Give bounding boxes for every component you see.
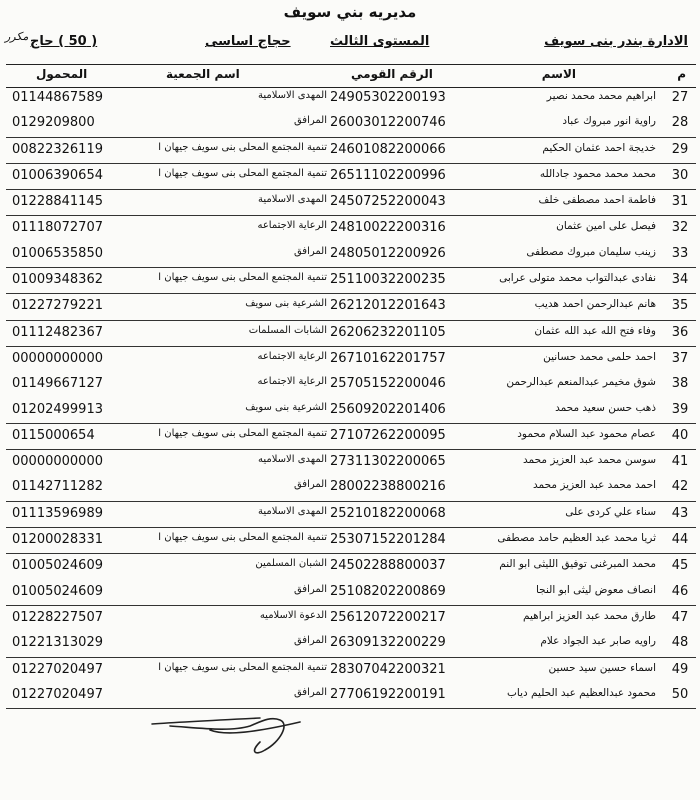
- row-association: تنمية المجتمع المحلى بنى سويف جيهان ا: [158, 661, 327, 673]
- row-num: 45: [671, 558, 689, 574]
- header-num: م: [677, 67, 686, 81]
- row-num: 48: [671, 635, 689, 651]
- row-name: راويه صابر عبد الجواد علام: [540, 635, 656, 648]
- row-national-id: 26206232201105: [330, 324, 446, 340]
- row-national-id: 25612072200217: [330, 609, 446, 625]
- row-name: زينب سليمان مبروك مصطفى: [526, 245, 656, 258]
- row-national-id: 26710162201757: [330, 350, 446, 366]
- row-name: هانم عبدالرحمن احمد هديب: [534, 298, 656, 311]
- handwritten-note: مكرر: [5, 30, 29, 43]
- row-num: 36: [671, 324, 689, 340]
- row-mobile: 01009348362: [12, 272, 103, 288]
- row-name: ابراهيم محمد محمد نصير: [546, 90, 656, 102]
- row-num: 34: [671, 272, 689, 288]
- row-mobile: 01112482367: [12, 324, 103, 340]
- row-association: المهدى الاسلامية: [257, 90, 327, 101]
- row-name: محمد المبرغنى توفيق الليثى ابو النم: [499, 558, 656, 571]
- row-name: راوية انور مبروك عباد: [562, 115, 656, 128]
- row-name: اسماء حسين سيد حسين: [548, 661, 656, 674]
- row-name: احمد محمد عبد العزيز محمد: [533, 479, 656, 492]
- row-national-id: 24502288800037: [330, 558, 446, 574]
- row-mobile: 0115000654: [12, 427, 95, 443]
- row-association: المرافق: [293, 686, 327, 698]
- row-association: المرافق: [293, 479, 327, 491]
- row-name: ذهب حسن سعيد محمد: [555, 401, 656, 414]
- row-national-id: 27311302200065: [330, 454, 446, 470]
- table-row: [6, 554, 696, 579]
- row-national-id: 26003012200746: [330, 115, 446, 131]
- row-mobile: 01227020497: [12, 686, 103, 702]
- table-row: [6, 372, 696, 397]
- row-national-id: 25210182200068: [330, 505, 446, 521]
- row-name: عصام محمود عبد السلام محمود: [517, 427, 656, 440]
- table-row: [6, 606, 696, 631]
- administration-label: الادارة بندر بنى سويف: [544, 34, 688, 49]
- row-national-id: 25609202201406: [330, 401, 446, 417]
- row-national-id: 24810022200316: [330, 220, 446, 236]
- header-mobile: المحمول: [36, 67, 88, 81]
- row-national-id: 24507252200043: [330, 194, 446, 210]
- page-title: [0, 0, 700, 26]
- row-num: 27: [671, 90, 689, 105]
- row-mobile: 01227020497: [12, 661, 103, 677]
- type-label: حجاج اساسى: [205, 34, 291, 49]
- row-association: الشابات المسلمات: [248, 324, 327, 336]
- row-name: طارق محمد عبد العزيز ابراهيم: [523, 609, 656, 622]
- row-mobile: 01118072707: [12, 220, 103, 236]
- row-mobile: 01005024609: [12, 558, 103, 574]
- row-name: وفاء فتح الله عبد الله عثمان: [534, 324, 656, 337]
- table-row: [6, 164, 696, 190]
- table-row: [6, 216, 696, 241]
- table-row: [6, 268, 696, 294]
- row-mobile: 01144867589: [12, 90, 103, 105]
- row-num: 50: [671, 686, 689, 702]
- info-bar: [0, 30, 700, 56]
- table-row: [6, 347, 696, 372]
- row-num: 42: [671, 479, 689, 495]
- row-name: محمود عبدالعظيم عبد الحليم دياب: [507, 686, 656, 699]
- row-num: 40: [671, 427, 689, 443]
- row-num: 43: [671, 505, 689, 521]
- row-mobile: 01227279221: [12, 298, 103, 314]
- row-mobile: 0129209800: [12, 115, 95, 131]
- table-row: [6, 190, 696, 216]
- row-national-id: 24601082200066: [330, 141, 446, 157]
- row-num: 29: [671, 141, 689, 157]
- row-mobile: 00000000000: [12, 350, 103, 366]
- header-name: الاسم: [541, 67, 576, 81]
- row-num: 33: [671, 245, 689, 261]
- row-association: المرافق: [293, 115, 327, 127]
- row-association: المرافق: [293, 583, 327, 595]
- table-row: [6, 398, 696, 424]
- row-mobile: 01005024609: [12, 583, 103, 599]
- table-row: [6, 475, 696, 501]
- row-association: تنمية المجتمع المحلى بنى سويف جيهان ا: [158, 532, 327, 544]
- row-association: الرعاية الاجتماعه: [257, 376, 327, 388]
- row-national-id: 25705152200046: [330, 376, 446, 392]
- row-num: 49: [671, 661, 689, 677]
- table-row: [6, 242, 696, 268]
- row-association: المرافق: [293, 245, 327, 257]
- table-row: [6, 138, 696, 164]
- row-national-id: 26309132200229: [330, 635, 446, 651]
- header-association: اسم الجمعية: [166, 67, 240, 81]
- row-national-id: 28307042200321: [330, 661, 446, 677]
- table-row: [6, 683, 696, 709]
- row-national-id: 24905302200193: [330, 90, 446, 105]
- row-association: الدعوة الاسلاميه: [259, 609, 327, 621]
- row-association: الرعاية الاجتماعه: [257, 220, 327, 232]
- row-association: المهدى الاسلامية: [257, 505, 327, 517]
- count-label: ( 50 ) حاج: [30, 34, 98, 49]
- row-mobile: 01149667127: [12, 376, 103, 392]
- row-num: 31: [671, 194, 689, 210]
- row-mobile: 01228227507: [12, 609, 103, 625]
- row-mobile: 01228841145: [12, 194, 103, 210]
- row-mobile: 00000000000: [12, 454, 103, 470]
- row-national-id: 25110032200235: [330, 272, 446, 288]
- row-mobile: 01221313029: [12, 635, 103, 651]
- row-num: 39: [671, 401, 689, 417]
- row-national-id: 27706192200191: [330, 686, 446, 702]
- row-num: 30: [671, 167, 689, 183]
- row-name: خديجة احمد عثمان الحكيم: [542, 141, 656, 154]
- row-mobile: 01200028331: [12, 532, 103, 548]
- table-row: [6, 294, 696, 320]
- row-name: محمد محمد محمود جادالله: [539, 167, 656, 180]
- row-num: 44: [671, 532, 689, 548]
- header-national-id: الرقم القومي: [351, 67, 433, 81]
- row-num: 38: [671, 376, 689, 392]
- row-name: احمد حلمى محمد حسانين: [543, 350, 656, 363]
- table-row: [6, 528, 696, 554]
- row-name: فيصل على امين عثمان: [556, 220, 656, 233]
- row-association: الشرعية بنى سويف: [245, 298, 327, 310]
- row-num: 32: [671, 220, 689, 236]
- signature-icon: [150, 712, 310, 762]
- row-name: سوسن محمد عبد العزيز محمد: [523, 454, 656, 467]
- row-association: الشرعية بنى سويف: [245, 401, 327, 413]
- row-num: 28: [671, 115, 689, 131]
- row-association: تنمية المجتمع المحلى بنى سويف جيهان ا: [158, 272, 327, 284]
- row-mobile: 01142711282: [12, 479, 103, 495]
- row-num: 35: [671, 298, 689, 314]
- table-row: [6, 86, 696, 111]
- table-row: [6, 502, 696, 528]
- row-association: المهدى الاسلامية: [257, 194, 327, 206]
- row-association: المهدى الاسلاميه: [257, 454, 327, 466]
- row-national-id: 26511102200996: [330, 167, 446, 183]
- table-header: [6, 64, 696, 88]
- row-num: 47: [671, 609, 689, 625]
- row-num: 46: [671, 583, 689, 599]
- row-name: شوق مخيمر عبدالمنعم عبدالرحمن: [506, 376, 656, 389]
- table-row: [6, 111, 696, 137]
- row-mobile: 01006535850: [12, 245, 103, 261]
- row-name: ثريا محمد عبد العظيم حامد مصطفى: [497, 532, 656, 545]
- level-label: المستوى الثالث: [330, 34, 430, 49]
- row-association: تنمية المجتمع المحلى بنى سويف جيهان ا: [158, 167, 327, 179]
- row-mobile: 01202499913: [12, 401, 103, 417]
- row-association: الرعاية الاجتماعه: [257, 350, 327, 362]
- table-row: [6, 580, 696, 606]
- row-association: الشبان المسلمين: [255, 558, 327, 570]
- row-national-id: 25307152201284: [330, 532, 446, 548]
- table-body: [6, 86, 696, 709]
- row-mobile: 01006390654: [12, 167, 103, 183]
- row-name: انصاف معوض ليثى ابو النجا: [535, 583, 656, 596]
- row-name: سناء علي كردى على: [565, 505, 656, 518]
- row-num: 41: [671, 454, 689, 470]
- row-national-id: 24805012200926: [330, 245, 446, 261]
- table-row: [6, 321, 696, 347]
- table-row: [6, 424, 696, 450]
- row-name: نفادى عبدالتواب محمد متولى عرابى: [499, 272, 656, 285]
- page-title-text: مديريه بني سويف: [283, 3, 417, 21]
- row-national-id: 27107262200095: [330, 427, 446, 443]
- row-national-id: 28002238800216: [330, 479, 446, 495]
- row-association: تنمية المجتمع المحلى بنى سويف جيهان ا: [158, 427, 327, 439]
- row-mobile: 01113596989: [12, 505, 103, 521]
- row-association: المرافق: [293, 635, 327, 647]
- row-national-id: 25108202200869: [330, 583, 446, 599]
- row-mobile: 00822326119: [12, 141, 103, 157]
- row-association: تنمية المجتمع المحلى بنى سويف جيهان ا: [158, 141, 327, 153]
- table-row: [6, 631, 696, 657]
- row-national-id: 26212012201643: [330, 298, 446, 314]
- row-name: فاطمة احمد مصطفى خلف: [538, 194, 656, 207]
- table-row: [6, 658, 696, 683]
- row-num: 37: [671, 350, 689, 366]
- table-row: [6, 450, 696, 475]
